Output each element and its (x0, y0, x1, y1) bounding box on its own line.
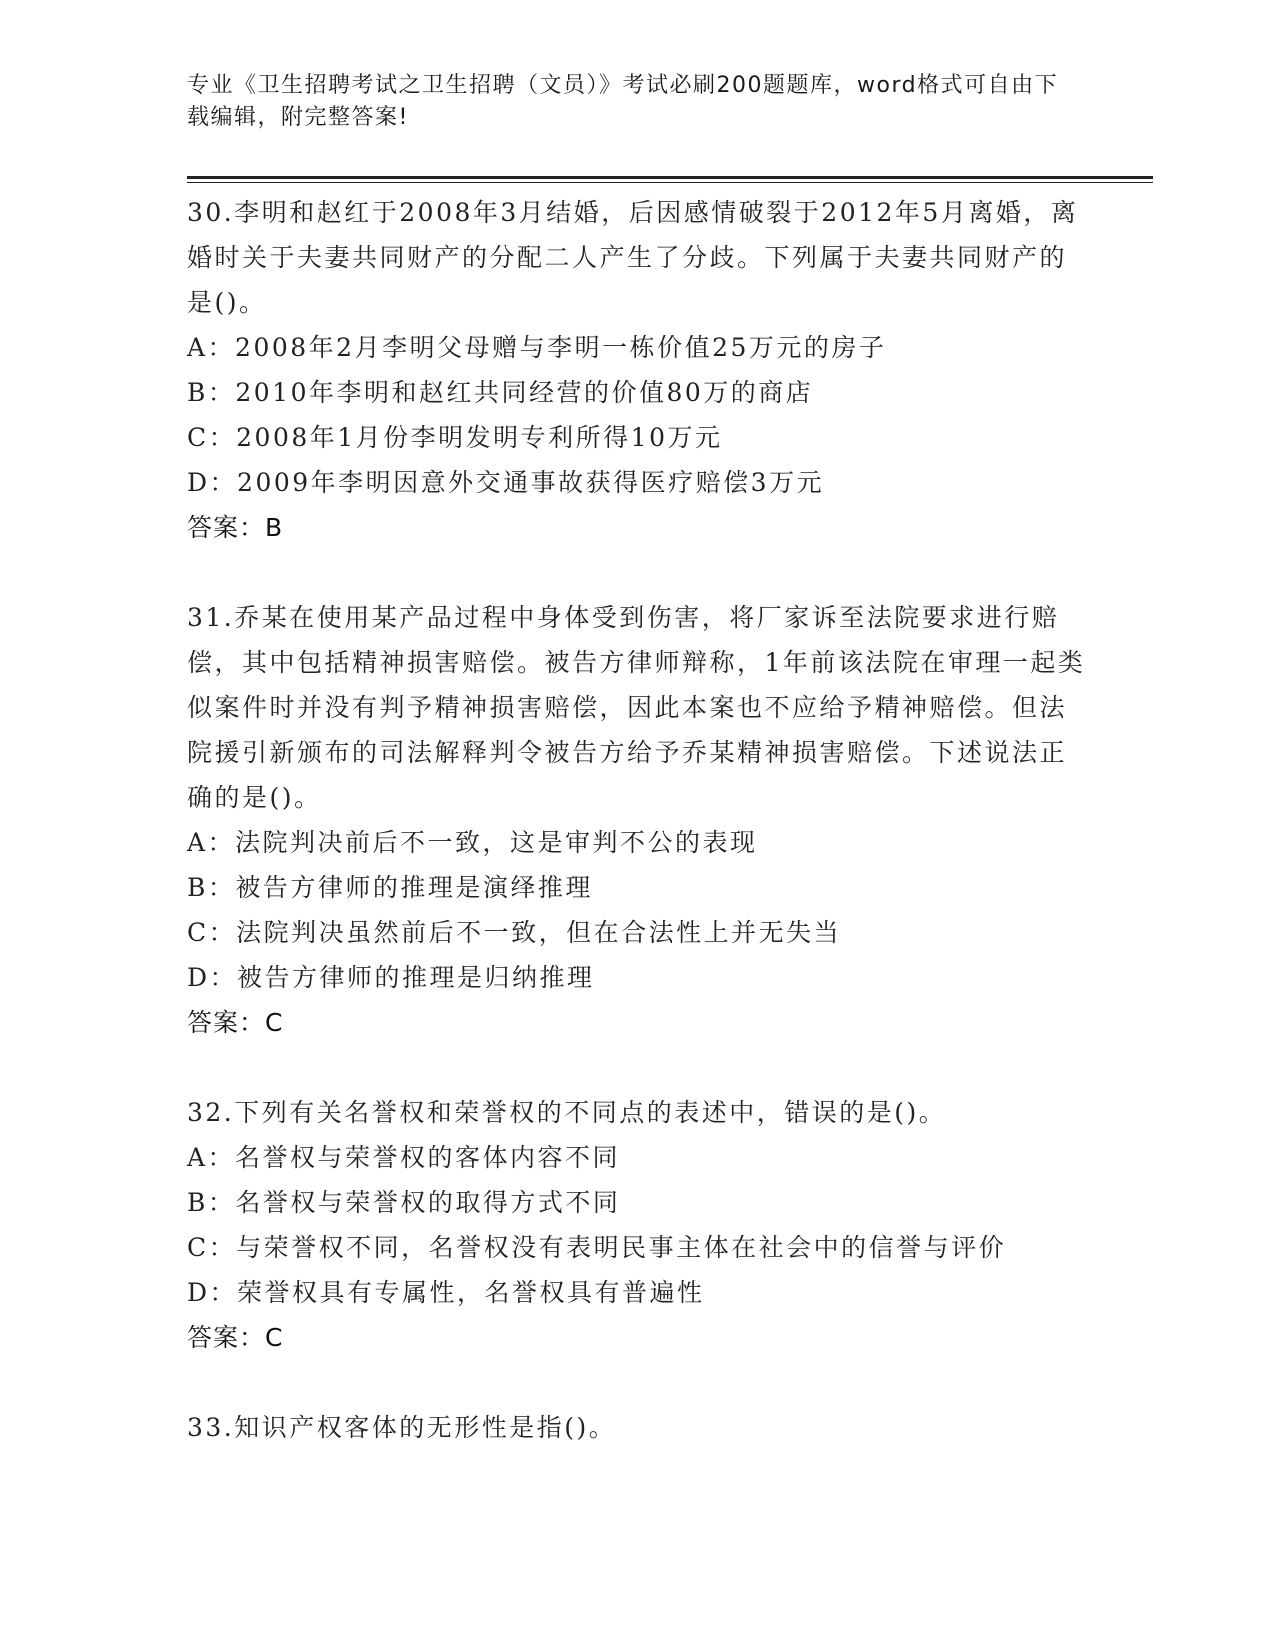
option-c: C：与荣誉权不同，名誉权没有表明民事主体在社会中的信誉与评价 (187, 1233, 1007, 1262)
header-rule-thin (187, 182, 1153, 183)
question-32 (187, 1090, 1087, 1360)
question-list (187, 190, 1087, 1450)
question-stem: 31.乔某在使用某产品过程中身体受到伤害，将厂家诉至法院要求进行赔偿，其中包括精神损害赔偿。被告方律师辩称，1年前该法院在审理一起类似案件时并没有判予精神损害赔偿，因此本案也不应给予精神赔偿。但法院援引新颁布的司法解释判令被告方给予乔某精神损害赔偿。下述说法正确的是()。 (187, 603, 1086, 812)
option-b: B：被告方律师的推理是演绎推理 (187, 873, 593, 902)
option-d: D：荣誉权具有专属性，名誉权具有普遍性 (187, 1278, 705, 1307)
option-a: A：法院判决前后不一致，这是审判不公的表现 (187, 828, 758, 857)
question-31 (187, 595, 1087, 1045)
spacer (187, 1045, 1087, 1090)
option-d: D：2009年李明因意外交通事故获得医疗赔偿3万元 (187, 468, 825, 497)
option-a: A：2008年2月李明父母赠与李明一栋价值25万元的房子 (187, 333, 887, 362)
question-33 (187, 1405, 1087, 1450)
spacer (187, 1360, 1087, 1405)
answer: 答案：C (187, 1008, 284, 1037)
option-a: A：名誉权与荣誉权的客体内容不同 (187, 1143, 621, 1172)
option-b: B：名誉权与荣誉权的取得方式不同 (187, 1188, 621, 1217)
option-c: C：法院判决虽然前后不一致，但在合法性上并无失当 (187, 918, 842, 947)
spacer (187, 550, 1087, 595)
answer: 答案：C (187, 1323, 284, 1352)
option-c: C：2008年1月份李明发明专利所得10万元 (187, 423, 723, 452)
answer: 答案：B (187, 513, 284, 542)
document-header: 专业《卫生招聘考试之卫生招聘（文员）》考试必刷200题题库，word格式可自由下载编辑，附完整答案! (187, 73, 1059, 130)
option-d: D：被告方律师的推理是归纳推理 (187, 963, 595, 992)
header-rule-thick (187, 176, 1153, 179)
question-30 (187, 190, 1087, 550)
question-stem: 32.下列有关名誉权和荣誉权的不同点的表述中，错误的是()。 (187, 1098, 947, 1127)
question-stem: 30.李明和赵红于2008年3月结婚，后因感情破裂于2012年5月离婚，离婚时关于夫妻共同财产的分配二人产生了分歧。下列属于夫妻共同财产的是()。 (187, 198, 1079, 317)
option-b: B：2010年李明和赵红共同经营的价值80万的商店 (187, 378, 814, 407)
question-stem: 33.知识产权客体的无形性是指()。 (187, 1413, 617, 1442)
